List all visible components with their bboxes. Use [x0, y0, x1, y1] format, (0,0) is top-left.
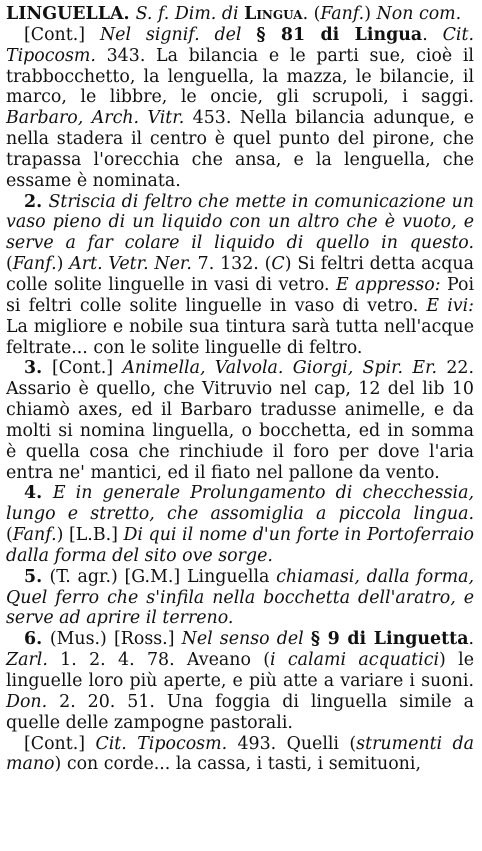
text-segment: LINGUELLA	[6, 4, 124, 24]
sense-3-animella	[6, 358, 474, 483]
text-segment: Fanf.	[12, 525, 57, 546]
text-segment: . (	[302, 4, 321, 24]
sense-4-prolungamento	[6, 483, 474, 566]
text-segment: C	[271, 254, 285, 275]
text-segment: S. f. Dim. di	[135, 4, 245, 24]
text-segment: § 9 di Linguetta	[310, 629, 469, 650]
text-segment: 2. 20. 51. Una foggia di linguella simile a quelle delle zampogne pastorali.	[6, 691, 474, 733]
text-segment: (	[6, 525, 13, 546]
text-segment: )	[364, 4, 377, 24]
text-segment: E appresso:	[336, 274, 441, 295]
entry-headword	[6, 4, 474, 25]
text-segment: Zarl.	[6, 650, 48, 671]
text-segment: .	[468, 629, 474, 650]
text-segment: Don.	[6, 691, 48, 712]
text-segment: (Mus.) [Ross.]	[49, 629, 182, 650]
text-segment: Fanf.	[12, 254, 57, 275]
text-segment: 22. Assario è quello, che Vitruvio nel cap, 12 del lib 10 chiamò axes, ed il Barbaro tradusse animelle, e da molti si nomina linguella, o bocchetta, ed in somma è quella cosa che rinchiude il foro per dove l'aria entra ne' mantici, ed il fiato nel pallone da vento.	[6, 358, 474, 483]
sense-2-striscia-di-feltro	[6, 192, 474, 359]
text-segment: .	[422, 24, 443, 45]
text-segment: Non com.	[376, 4, 462, 24]
text-segment: Art. Vetr. Ner.	[69, 254, 192, 275]
text-segment: i calami acquatici	[270, 650, 440, 671]
text-segment: Cit. Tipocosm.	[95, 733, 228, 754]
text-segment: ) Si feltri detta acqua colle solite linguelle in vasi di vetro.	[6, 254, 474, 295]
text-segment: § 81 di Lingua	[256, 24, 423, 45]
text-segment: Striscia di feltro che mette in comunicazione un vaso pieno di un liquido con un altro che è vuoto, e serve a far colare il liquido di quello in questo.	[6, 191, 474, 254]
text-segment: chiamasi, dalla forma, Quel ferro che s'infila nella bocchetta dell'aratro, e serve ad aprire il terreno.	[6, 566, 474, 629]
sense-cont-tipocosm-343	[6, 25, 474, 192]
sense-5-agricoltura	[6, 567, 474, 630]
text-segment: Di qui il nome d'un forte in Portoferraio dalla forma del sito ove sorge.	[6, 525, 474, 566]
text-segment: (	[6, 254, 13, 275]
text-segment: 7. 132. (	[191, 254, 272, 275]
text-segment: E ivi:	[426, 295, 474, 316]
text-segment: .	[123, 4, 136, 24]
text-segment: Nel signif. del	[99, 24, 257, 45]
text-segment: ) le linguelle loro più aperte, e più atte a variare i suoni.	[6, 650, 474, 691]
sense-cont-tipocosm-493	[6, 734, 474, 776]
text-segment: 6.	[24, 629, 50, 650]
text-segment: Poi si feltri colle solite linguelle in vaso di vetro.	[6, 274, 475, 316]
text-segment: ) [L.B.]	[56, 525, 124, 546]
text-segment: 493. Quelli (	[227, 733, 357, 754]
text-segment: Cit. Tipocosm.	[6, 24, 474, 66]
text-segment: 453. Nella bilancia adunque, e nella stadera il centro è quel punto del pirone, che trapassa l'orecchia che ansa, e la lenguella, che essame è nominata.	[6, 108, 475, 191]
text-segment: [Cont.]	[24, 733, 96, 754]
text-segment: Fanf.	[320, 4, 365, 24]
text-segment: ) con corde... la cassa, i tasti, i semituoni,	[54, 754, 421, 775]
sense-6-musica	[6, 629, 474, 733]
text-segment: Nel senso del	[181, 629, 311, 650]
text-segment: Barbaro, Arch. Vitr.	[6, 108, 185, 129]
text-segment: 5.	[24, 566, 50, 587]
text-segment: )	[56, 254, 70, 275]
text-segment: [Cont.]	[52, 358, 123, 379]
text-segment: 4.	[24, 483, 53, 504]
text-segment: Animella, Valvola. Giorgi, Spir. Er.	[122, 358, 438, 379]
text-segment: (T. agr.) [G.M.] Linguella	[49, 566, 277, 587]
text-segment: Lingua	[244, 4, 303, 24]
text-segment: 1. 2. 4. 78. Aveano (	[47, 650, 271, 671]
text-segment: La migliore e nobile sua tintura sarà tutta nell'acque feltrate... con le solite linguelle di feltro.	[6, 316, 474, 358]
text-segment: strumenti da mano	[6, 733, 474, 775]
text-segment: 343. La bilancia e le parti sue, cioè il trabbocchetto, la lenguella, la mazza, le bilancie, il marco, le libbre, le oncie, gli scrupoli, i saggi.	[6, 45, 474, 108]
text-segment: 2.	[24, 191, 49, 212]
text-segment: E in generale Prolungamento di checchessia, lungo e stretto, che assomiglia a piccola lingua.	[6, 483, 474, 525]
text-segment: 3.	[24, 358, 52, 379]
text-segment: [Cont.]	[24, 24, 100, 45]
